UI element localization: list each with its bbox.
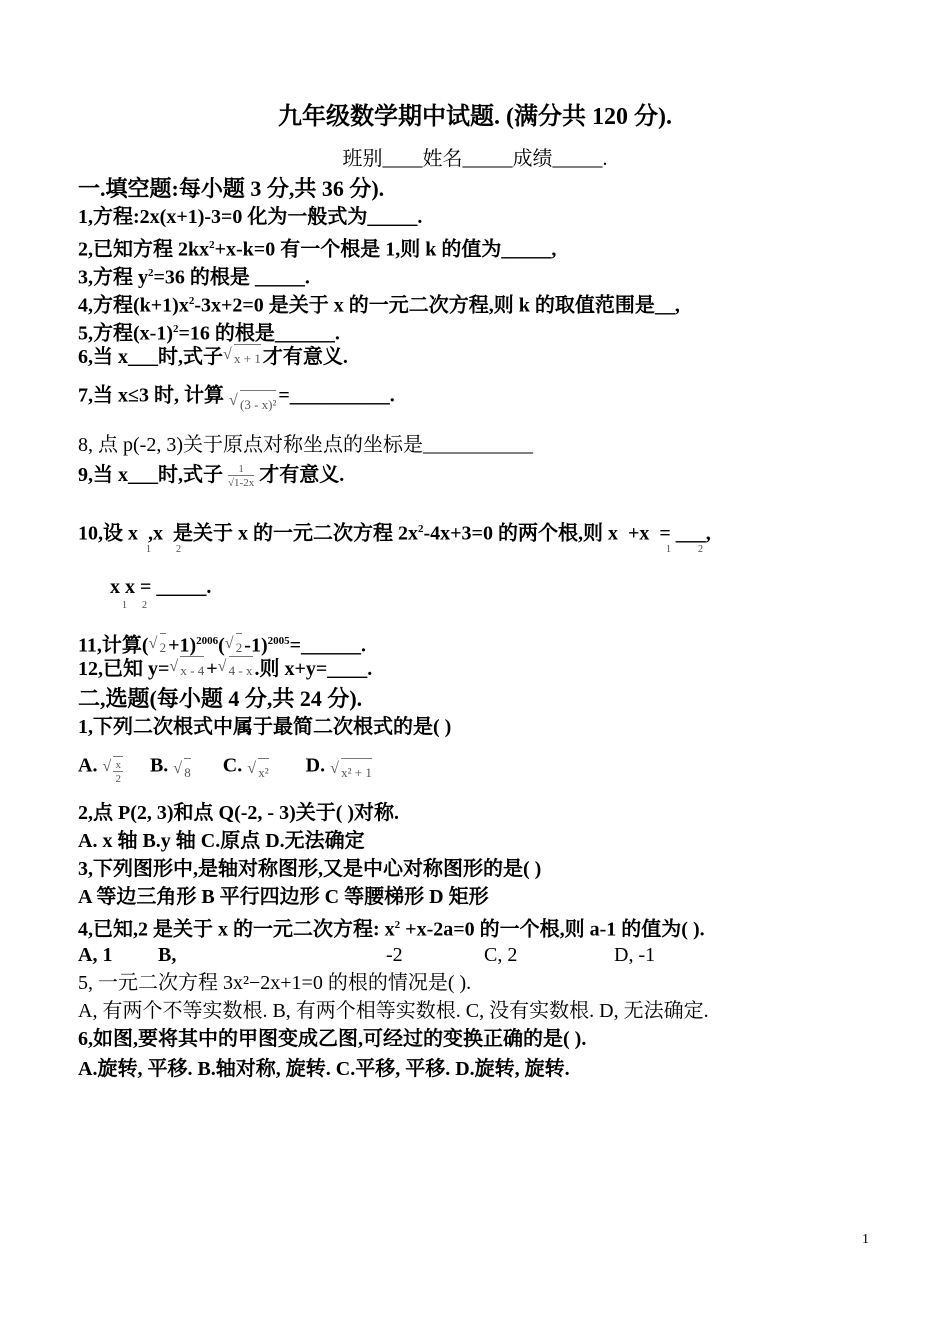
s2-question-6-options: A.旋转, 平移. B.轴对称, 旋转. C.平移, 平移. D.旋转, 旋转. <box>78 1058 570 1080</box>
s1-question-10-line2 <box>110 574 211 600</box>
s2-question-1-options <box>78 748 374 786</box>
fraction-denominator: 2 <box>115 772 121 785</box>
s2-question-6: 6,如图,要将其中的甲图变成乙图,可经过的变换正确的是( ). <box>78 1028 587 1050</box>
q10-text-e: +x <box>627 522 650 545</box>
s2-question-4-option-a: A, 1 <box>78 944 113 966</box>
s2-question-3-options: A 等边三角形 B 平行四边形 C 等腰梯形 D 矩形 <box>78 886 489 908</box>
q6-text-b: 才有意义. <box>262 346 348 368</box>
fraction-numerator: 1 <box>228 463 254 476</box>
radicand: 8 <box>184 758 191 786</box>
s2-question-4-option-c: C, 2 <box>484 944 518 966</box>
q4-text-a: 4,已知,2 是关于 x 的一元二次方程: x <box>78 918 395 941</box>
fraction <box>228 463 254 490</box>
fraction <box>113 759 123 786</box>
s2-question-2-options: A. x 轴 B.y 轴 C.原点 D.无法确定 <box>78 830 365 852</box>
q10-text-g: x <box>110 576 120 598</box>
q10-text-b: ,x <box>148 522 163 545</box>
q9-text-b: 才有意义. <box>259 464 345 486</box>
s2-question-4 <box>78 912 705 943</box>
q6-text-a: 6,当 x___时,式子 <box>78 346 223 368</box>
s2-question-4-option-b-value: -2 <box>386 944 403 966</box>
radicand: 2 <box>236 633 243 661</box>
q11-text-b: +1) <box>168 634 197 657</box>
q10-text-f: = ___, <box>659 522 711 545</box>
q2-text-a: 2,已知方程 2kx <box>78 238 210 261</box>
q3-text-b: =36 的根是 _____. <box>153 266 310 289</box>
radical-expression <box>223 344 263 372</box>
radical-expression <box>102 756 125 786</box>
q4-text-a: 4,方程(k+1)x <box>78 294 189 317</box>
q11-text-c: ( <box>218 634 225 657</box>
radicand: x² + 1 <box>341 758 372 786</box>
s1-question-6 <box>78 344 348 372</box>
subscript-1: 1 <box>122 600 127 611</box>
s2-question-1: 1,下列二次根式中属于最简二次根式的是( ) <box>78 716 452 738</box>
radicand: x - 4 <box>180 656 204 684</box>
q7-text-a: 7,当 x≤3 时, 计算 <box>78 384 224 407</box>
option-b-label: B. <box>149 754 169 777</box>
superscript: 2 <box>418 523 424 535</box>
exponent: 2005 <box>267 635 290 647</box>
radical-expression <box>247 758 270 786</box>
q12-text-a: 12,已知 y= <box>78 658 170 680</box>
q11-text-e: =______. <box>289 634 367 657</box>
radicand: x + 1 <box>234 344 261 372</box>
s1-question-8: 8, 点 p(-2, 3)关于原点对称坐点的坐标是___________ <box>78 434 533 456</box>
s2-question-4-option-b: B, <box>158 944 177 966</box>
radicand: x² <box>258 758 268 786</box>
radicand: 2 <box>160 633 167 661</box>
s2-question-5: 5, 一元二次方程 3x²−2x+1=0 的根的情况是( ). <box>78 972 472 994</box>
option-a-label: A. <box>78 754 98 777</box>
fraction-numerator: √ x <box>115 758 121 771</box>
s1-question-2 <box>78 232 556 263</box>
q5-text-b: =16 的根是______. <box>178 322 340 345</box>
superscript: 2 <box>148 267 154 279</box>
s2-question-3: 3,下列图形中,是轴对称图形,又是中心对称图形的是( ) <box>78 858 542 880</box>
q10-text-i: = _____. <box>140 576 212 598</box>
s2-question-4-option-d: D, -1 <box>614 944 656 966</box>
q2-text-b: +x-k=0 有一个根是 1,则 k 的值为_____, <box>214 238 557 261</box>
s1-question-7 <box>78 376 395 418</box>
subscript-1: 1 <box>146 544 151 555</box>
s2-question-5-options: A, 有两个不等实数根. B, 有两个相等实数根. C, 没有实数根. D, 无法确定. <box>78 1000 709 1022</box>
plus-sign: + <box>206 658 218 680</box>
s1-question-4 <box>78 288 680 319</box>
s1-question-1: 1,方程:2x(x+1)-3=0 化为一般式为_____. <box>78 206 423 228</box>
radical-expression <box>218 656 255 684</box>
superscript: 2 <box>172 323 179 335</box>
q4-text-b: -3x+2=0 是关于 x 的一元二次方程,则 k 的取值范围是__, <box>194 294 680 317</box>
page-title: 九年级数学期中试题. (满分共 120 分). <box>278 104 672 130</box>
option-c-label: C. <box>222 754 243 777</box>
q9-text-a: 9,当 x___时,式子 <box>78 464 223 486</box>
q11-text-d: -1) <box>244 634 268 657</box>
q10-text-d: -4x+3=0 的两个根,则 x <box>423 522 618 545</box>
q3-text-a: 3,方程 y <box>78 266 148 289</box>
subscript-2: 2 <box>142 600 147 611</box>
radicand: (3 - x)² <box>240 390 276 418</box>
radical-expression <box>173 758 193 786</box>
subscript-2: 2 <box>698 544 703 555</box>
q12-text-b: .则 x+y=____. <box>254 658 373 680</box>
q11-text-a: 11,计算( <box>78 634 149 657</box>
q4-text-b: +x-2a=0 的一个根,则 a-1 的值为( ). <box>400 918 705 941</box>
fraction-denominator: √1-2x <box>228 476 255 489</box>
radical-expression <box>330 758 374 786</box>
s1-question-5 <box>78 316 340 347</box>
q5-text-a: 5,方程(x-1) <box>78 322 173 345</box>
subscript-2: 2 <box>176 544 181 555</box>
q10-text-a: 10,设 x <box>78 522 138 545</box>
superscript: 2 <box>188 295 195 307</box>
section1-heading: 一.填空题:每小题 3 分,共 36 分). <box>78 176 385 201</box>
s1-question-10-line1 <box>78 516 711 547</box>
superscript: 2 <box>209 239 215 251</box>
option-d-label: D. <box>305 754 326 777</box>
page-number: 1 <box>862 1232 869 1247</box>
s2-question-2: 2,点 P(2, 3)和点 Q(-2, - 3)关于( )对称. <box>78 802 400 824</box>
student-info-line: 班别____姓名_____成绩_____. <box>342 148 608 170</box>
radicand: 4 - x <box>229 656 253 684</box>
radical-expression <box>169 656 206 684</box>
s1-question-12 <box>78 656 372 684</box>
subscript-1: 1 <box>666 544 671 555</box>
s1-question-9 <box>78 462 344 490</box>
superscript: 2 <box>394 919 401 931</box>
section2-heading: 二,选题(每小题 4 分,共 24 分). <box>78 686 363 711</box>
q10-text-c: 是关于 x 的一元二次方程 2x <box>173 522 418 545</box>
radical-expression <box>229 390 278 418</box>
exponent: 2006 <box>196 635 219 647</box>
q7-text-b: =__________. <box>278 384 395 407</box>
q10-text-h: x <box>125 576 135 598</box>
s1-question-3 <box>78 260 310 291</box>
